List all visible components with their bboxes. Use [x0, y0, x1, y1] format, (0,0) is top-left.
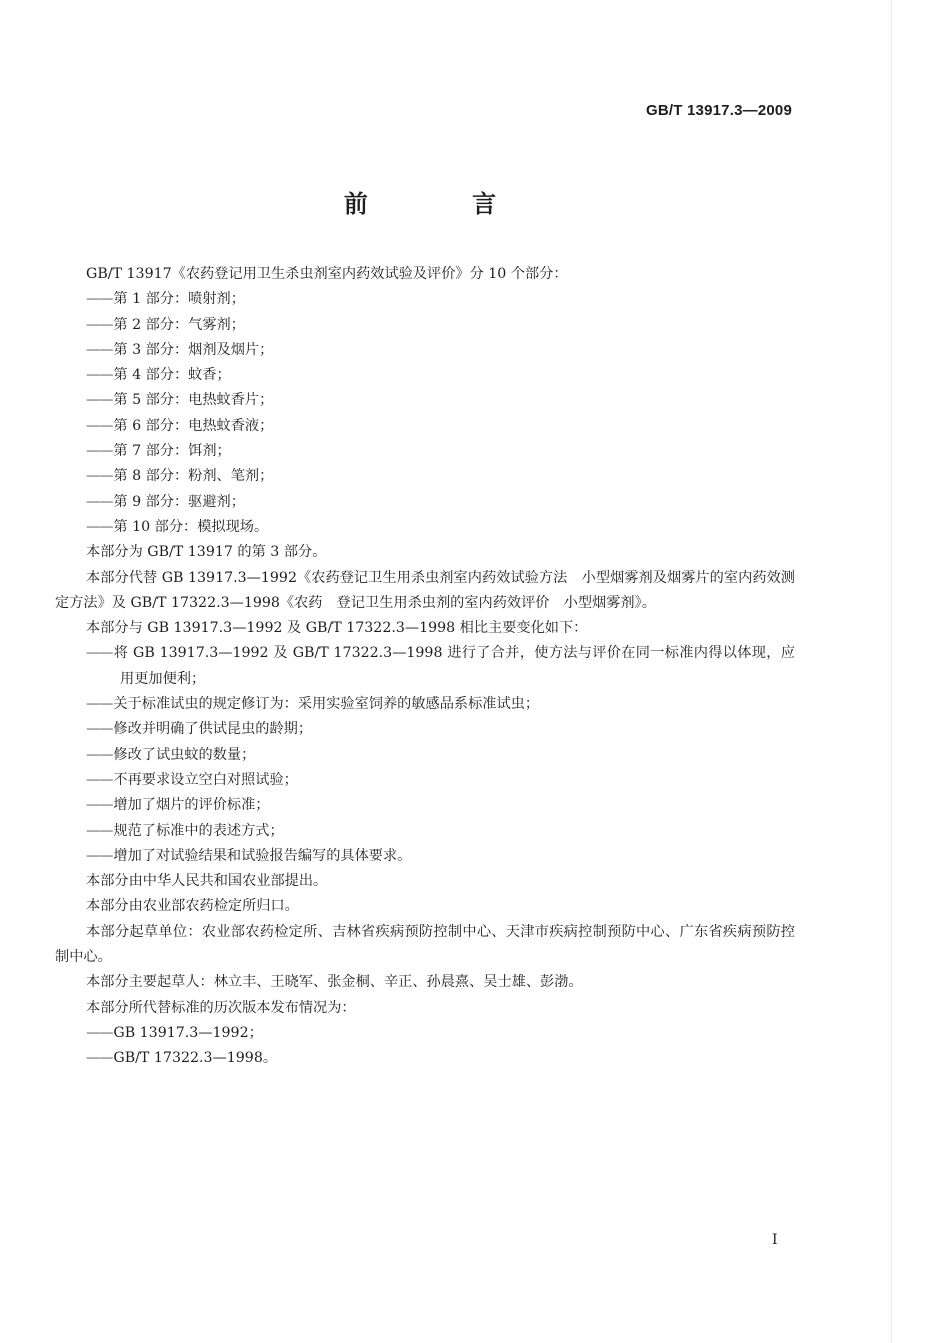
part-item: —— 第 3 部分：烟剂及烟片； [55, 338, 795, 363]
managed-by: 本部分由农业部农药检定所归口。 [86, 898, 299, 915]
change-item: —— 关于标准试虫的规定修订为：采用实验室饲养的敏感品系标准试虫； [55, 692, 795, 717]
part-item: —— 第 9 部分：驱避剂； [55, 490, 795, 515]
part-item: —— 第 2 部分：气雾剂； [55, 313, 795, 338]
part-item: —— 第 8 部分：粉剂、笔剂； [55, 464, 795, 489]
change-item: —— 修改并明确了供试昆虫的龄期； [55, 717, 795, 742]
intro-paragraph: GB/T 13917《农药登记用卫生杀虫剂室内药效试验及评价》分 10 个部分： [86, 266, 568, 282]
part-item: —— 第 7 部分：饵剂； [55, 439, 795, 464]
history-item: —— GB/T 17322.3—1998。 [55, 1046, 795, 1071]
change-item: —— 将 GB 13917.3—1992 及 GB/T 17322.3—1998 进行了合并，使方法与评价在同一标准内得以体现，应用更加便利； [55, 641, 795, 692]
change-item: —— 规范了标准中的表述方式； [55, 819, 795, 844]
part-item: —— 第 10 部分：模拟现场。 [55, 515, 795, 540]
standard-code: GB/T 13917.3—2009 [646, 102, 792, 119]
change-item: —— 修改了试虫蚊的数量； [55, 743, 795, 768]
replaces-paragraph: 本部分代替 GB 13917.3—1992《农药登记卫生用杀虫剂室内药效试验方法 小型烟雾剂及烟雾片的室内药效测定方法》及 GB/T 17322.3—1998《农药 登记卫生用杀虫剂的室内药效评价 小型烟雾剂》。 [55, 569, 795, 611]
change-item: —— 不再要求设立空白对照试验； [55, 768, 795, 793]
history-intro: 本部分所代替标准的历次版本发布情况为： [86, 999, 356, 1016]
part-item: —— 第 6 部分：电热蚊香液； [55, 414, 795, 439]
foreword-body [55, 262, 795, 1072]
page-number: I [772, 1232, 778, 1248]
part-item: —— 第 5 部分：电热蚊香片； [55, 388, 795, 413]
page-title: 前 言 [343, 190, 545, 218]
page-edge-line [891, 0, 892, 1343]
history-item: —— GB 13917.3—1992； [55, 1021, 795, 1046]
proposed-by: 本部分由中华人民共和国农业部提出。 [86, 873, 328, 890]
part-item: —— 第 4 部分：蚊香； [55, 363, 795, 388]
drafting-units: 本部分起草单位：农业部农药检定所、吉林省疾病预防控制中心、天津市疾病控制预防中心、广东省疾病预防控制中心。 [55, 923, 795, 966]
change-item: —— 增加了烟片的评价标准； [55, 793, 795, 818]
part-statement: 本部分为 GB/T 13917 的第 3 部分。 [86, 544, 327, 561]
change-item: —— 增加了对试验结果和试验报告编写的具体要求。 [55, 844, 795, 869]
drafters: 本部分主要起草人：林立丰、王晓军、张金桐、辛正、孙晨熹、吴士雄、彭渤。 [86, 974, 583, 991]
changes-intro: 本部分与 GB 13917.3—1992 及 GB/T 17322.3—1998 相比主要变化如下： [86, 620, 588, 637]
part-item: —— 第 1 部分：喷射剂； [55, 287, 795, 312]
